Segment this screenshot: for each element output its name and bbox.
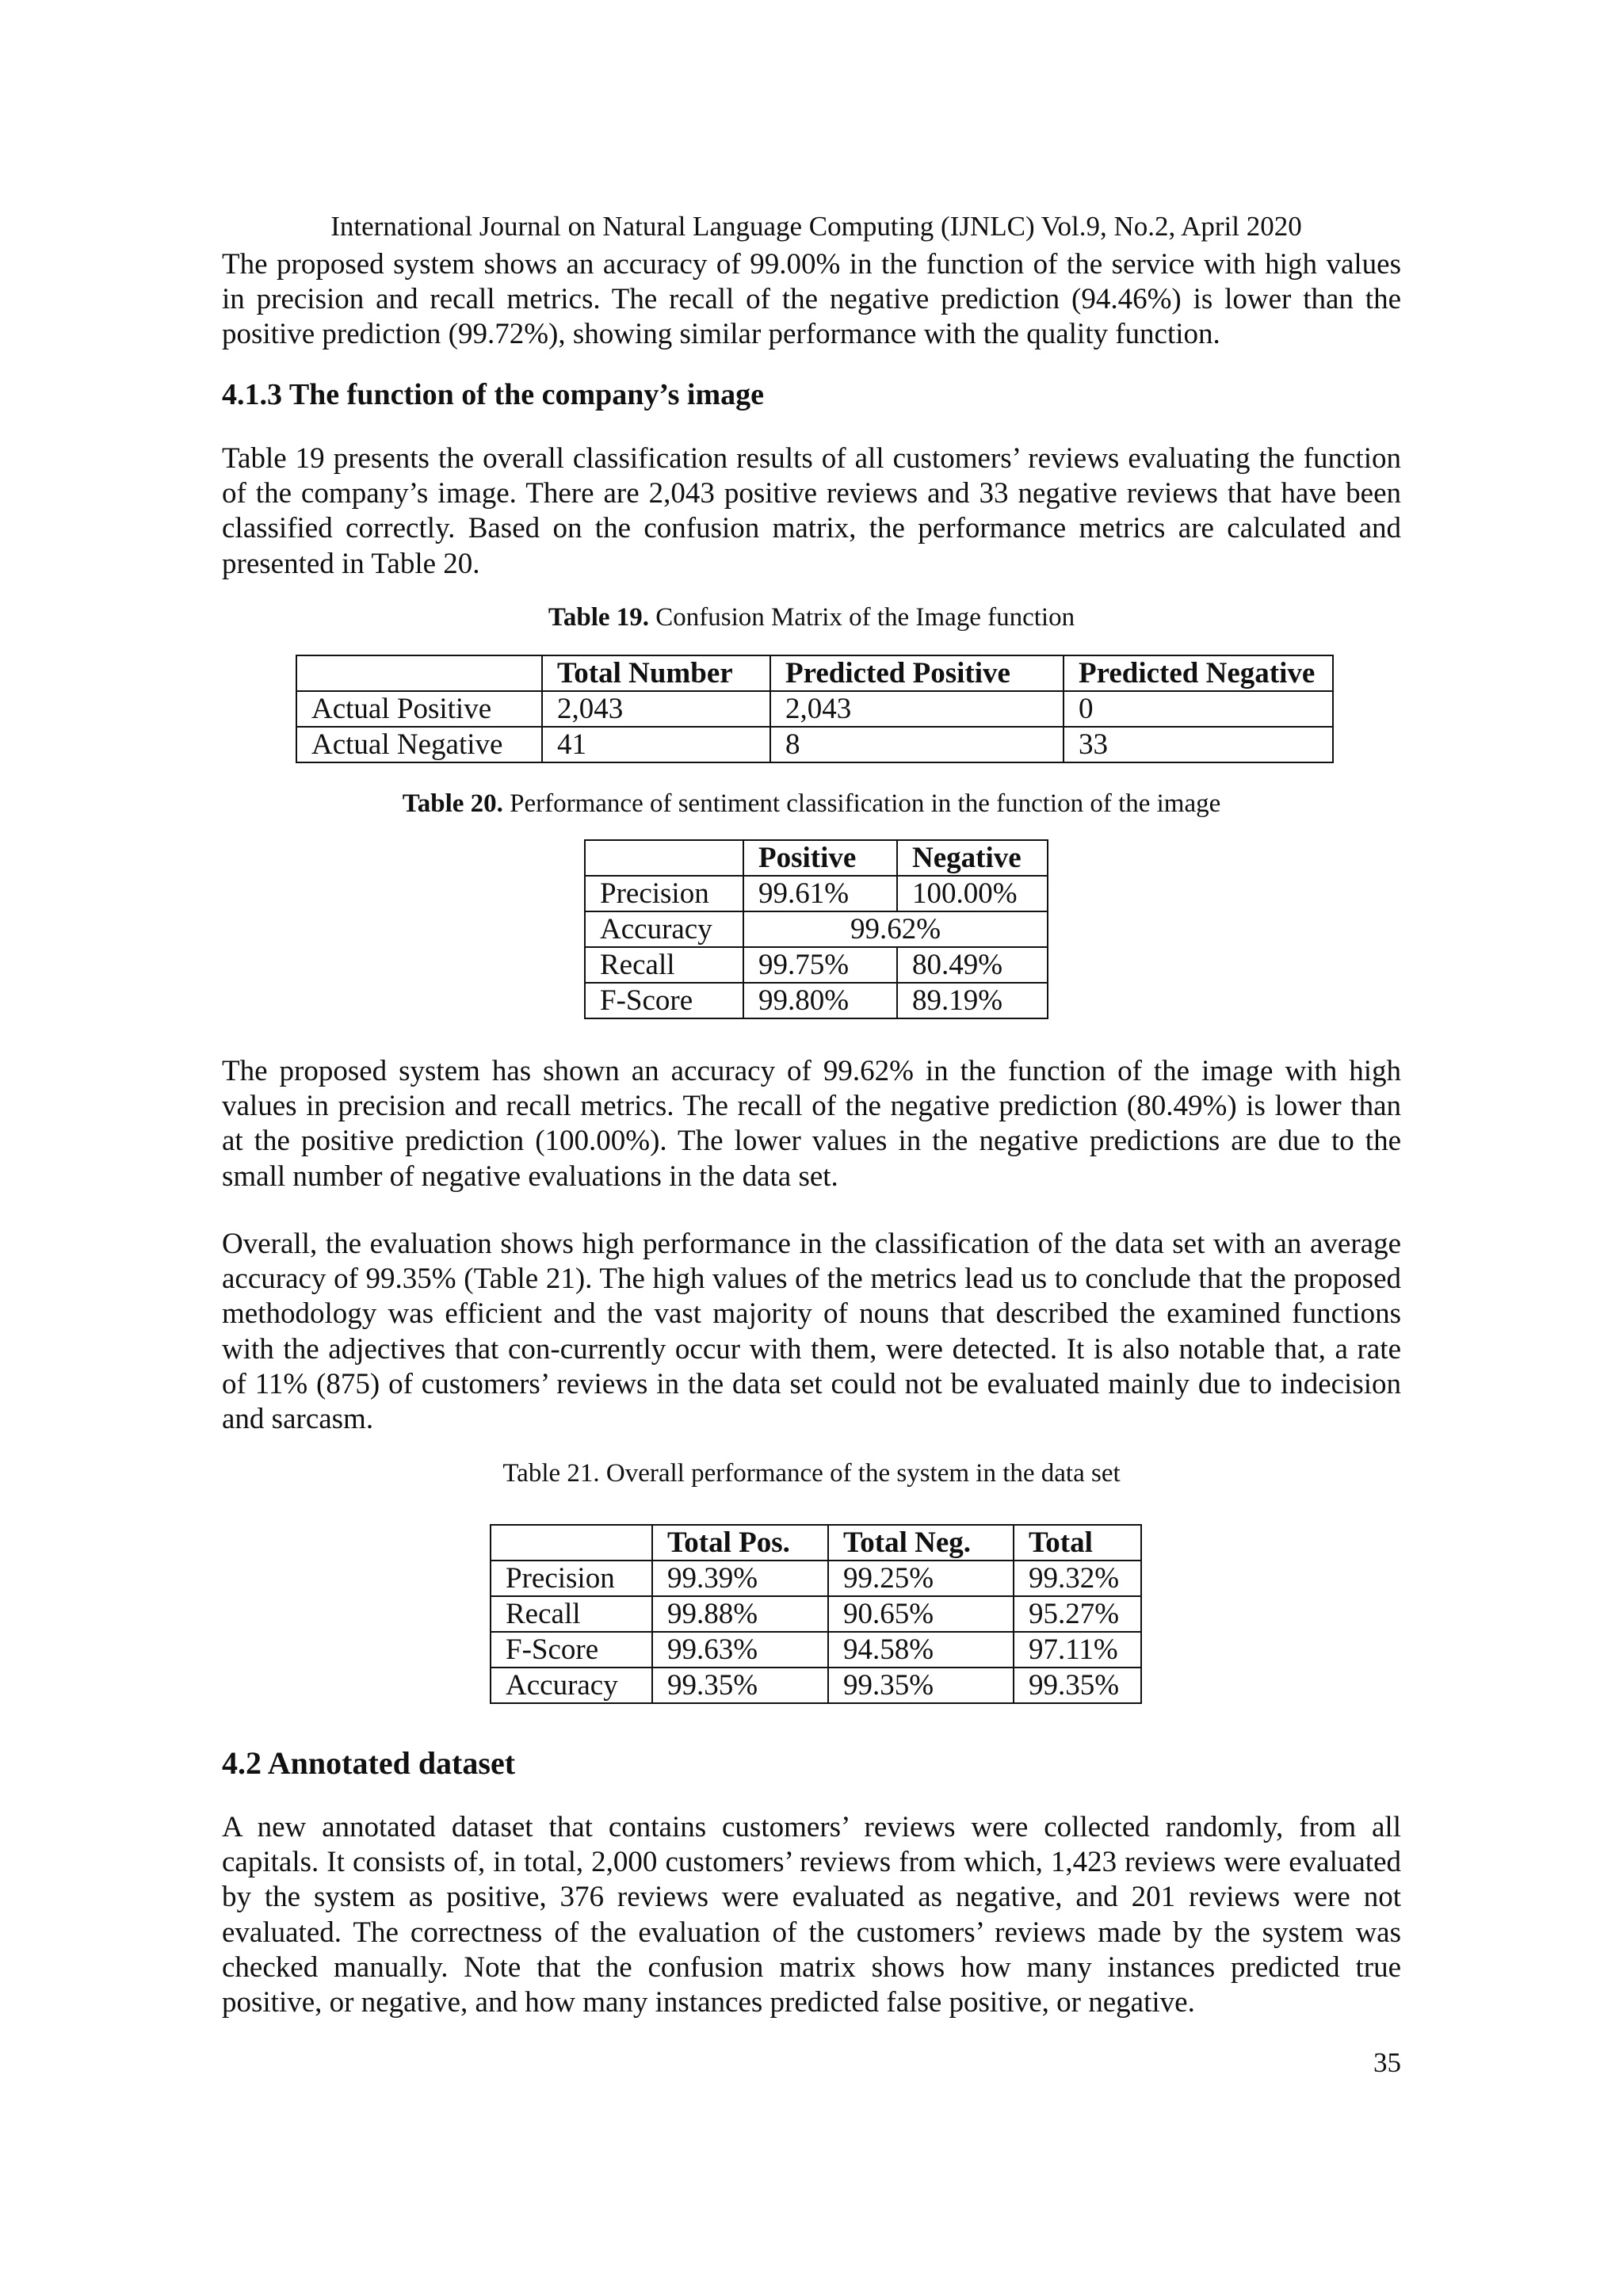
table-header-cell	[491, 1525, 652, 1561]
table-header-cell: Total Neg.	[828, 1525, 1014, 1561]
table-19-header-row	[296, 655, 1333, 691]
table-header-cell: Total	[1014, 1525, 1141, 1561]
table-cell: Actual Positive	[296, 691, 542, 727]
section-heading-4-1-3: 4.1.3 The function of the company’s image	[222, 378, 764, 411]
table-row	[296, 691, 1333, 727]
table-19-confusion-matrix	[296, 655, 1334, 763]
table-cell: 100.00%	[897, 876, 1048, 911]
section-heading-4-2: 4.2 Annotated dataset	[222, 1745, 516, 1781]
table-cell: 97.11%	[1014, 1632, 1141, 1668]
table-21-overall-performance	[490, 1524, 1142, 1704]
table-cell: 99.35%	[1014, 1668, 1141, 1703]
table-20-header-row	[585, 840, 1048, 876]
table-cell: Precision	[585, 876, 743, 911]
table-header-cell: Positive	[743, 840, 897, 876]
table-cell: 80.49%	[897, 947, 1048, 983]
table-cell: 99.63%	[652, 1632, 828, 1668]
table-19-caption-label: Table 19.	[548, 603, 650, 632]
table-cell: 2,043	[542, 691, 770, 727]
table-20-caption	[222, 787, 1401, 820]
table-cell: Accuracy	[491, 1668, 652, 1703]
table-header-cell: Predicted Positive	[770, 655, 1064, 691]
table-cell: 89.19%	[897, 983, 1048, 1018]
table-cell: 90.65%	[828, 1596, 1014, 1632]
table-row	[585, 876, 1048, 911]
table-cell: 99.32%	[1014, 1561, 1141, 1596]
table-cell: 2,043	[770, 691, 1064, 727]
table-cell: 95.27%	[1014, 1596, 1141, 1632]
table-cell: 99.39%	[652, 1561, 828, 1596]
table-cell: 99.88%	[652, 1596, 828, 1632]
table-cell: 99.35%	[828, 1668, 1014, 1703]
table-20-caption-text: Performance of sentiment classification in the function of the image	[502, 789, 1221, 818]
table-cell: Accuracy	[585, 911, 743, 947]
overall-paragraph: Overall, the evaluation shows high performance in the classification of the data set with an average accuracy of 99.35% (Table 21). The high values of the metrics lead us to conclude that the proposed methodology was efficient and the vast majority of nouns that described the examined functions with the adjectives that con-currently occur with them, were detected. It is also notable that, a rate of 11% (875) of customers’ reviews in the data set could not be evaluated mainly due to indecision and sarcasm.	[222, 1228, 1401, 1436]
section-4-1-3-paragraph: Table 19 presents the overall classification results of all customers’ reviews evaluating the function of the company’s image. There are 2,043 positive reviews and 33 negative reviews that have been classified correctly. Based on the confusion matrix, the performance metrics are calculated and presented in Table 20.	[222, 442, 1401, 580]
table-row	[491, 1632, 1141, 1668]
table-cell: Precision	[491, 1561, 652, 1596]
table-21-header-row	[491, 1525, 1141, 1561]
table-header-cell: Negative	[897, 840, 1048, 876]
section-4-2-paragraph: A new annotated dataset that contains customers’ reviews were collected randomly, from all capitals. It consists of, in total, 2,000 customers’ reviews from which, 1,423 reviews were evaluated by the system as positive, 376 reviews were evaluated as negative, and 201 reviews were not evaluated. The correctness of the evaluation of the customers’ reviews made by the system was checked manually. Note that the confusion matrix shows how many instances predicted true positive, or negative, and how many instances predicted false positive, or negative.	[222, 1811, 1401, 2019]
table-row	[585, 983, 1048, 1018]
results-paragraph: The proposed system has shown an accuracy of 99.62% in the function of the image with high values in precision and recall metrics. The recall of the negative prediction (80.49%) is lower than at the positive prediction (100.00%). The lower values in the negative predictions are due to the small number of negative evaluations in the data set.	[222, 1055, 1401, 1193]
table-header-cell	[585, 840, 743, 876]
table-header-cell	[296, 655, 542, 691]
table-21-caption: Table 21. Overall performance of the system in the data set	[502, 1459, 1121, 1488]
table-row	[585, 911, 1048, 947]
table-cell: F-Score	[491, 1632, 652, 1668]
table-cell: 99.25%	[828, 1561, 1014, 1596]
table-cell: Recall	[491, 1596, 652, 1632]
table-cell: 99.35%	[652, 1668, 828, 1703]
table-row	[491, 1668, 1141, 1703]
table-cell: 33	[1064, 727, 1333, 762]
table-header-cell: Total Pos.	[652, 1525, 828, 1561]
table-header-cell: Total Number	[542, 655, 770, 691]
table-cell: 99.75%	[743, 947, 897, 983]
table-header-cell: Predicted Negative	[1064, 655, 1333, 691]
table-20-performance	[584, 839, 1048, 1019]
table-20-caption-label: Table 20.	[402, 789, 503, 818]
table-cell: 99.62%	[743, 911, 1048, 947]
table-cell: 41	[542, 727, 770, 762]
journal-header: International Journal on Natural Language Computing (IJNLC) Vol.9, No.2, April 2020	[330, 211, 1302, 242]
table-cell: 94.58%	[828, 1632, 1014, 1668]
table-cell: 99.80%	[743, 983, 897, 1018]
table-cell: 0	[1064, 691, 1333, 727]
table-row	[296, 727, 1333, 762]
table-cell: 99.61%	[743, 876, 897, 911]
table-19-caption	[222, 601, 1401, 634]
table-19-caption-text: Confusion Matrix of the Image function	[649, 603, 1075, 632]
table-cell: F-Score	[585, 983, 743, 1018]
table-cell: Actual Negative	[296, 727, 542, 762]
table-row	[491, 1561, 1141, 1596]
intro-paragraph: The proposed system shows an accuracy of 99.00% in the function of the service with high values in precision and recall metrics. The recall of the negative prediction (94.46%) is lower than the positive prediction (99.72%), showing similar performance with the quality function.	[222, 248, 1401, 351]
table-row	[491, 1596, 1141, 1632]
table-cell: Recall	[585, 947, 743, 983]
table-cell: 8	[770, 727, 1064, 762]
page-number: 35	[1373, 2047, 1401, 2078]
table-row	[585, 947, 1048, 983]
